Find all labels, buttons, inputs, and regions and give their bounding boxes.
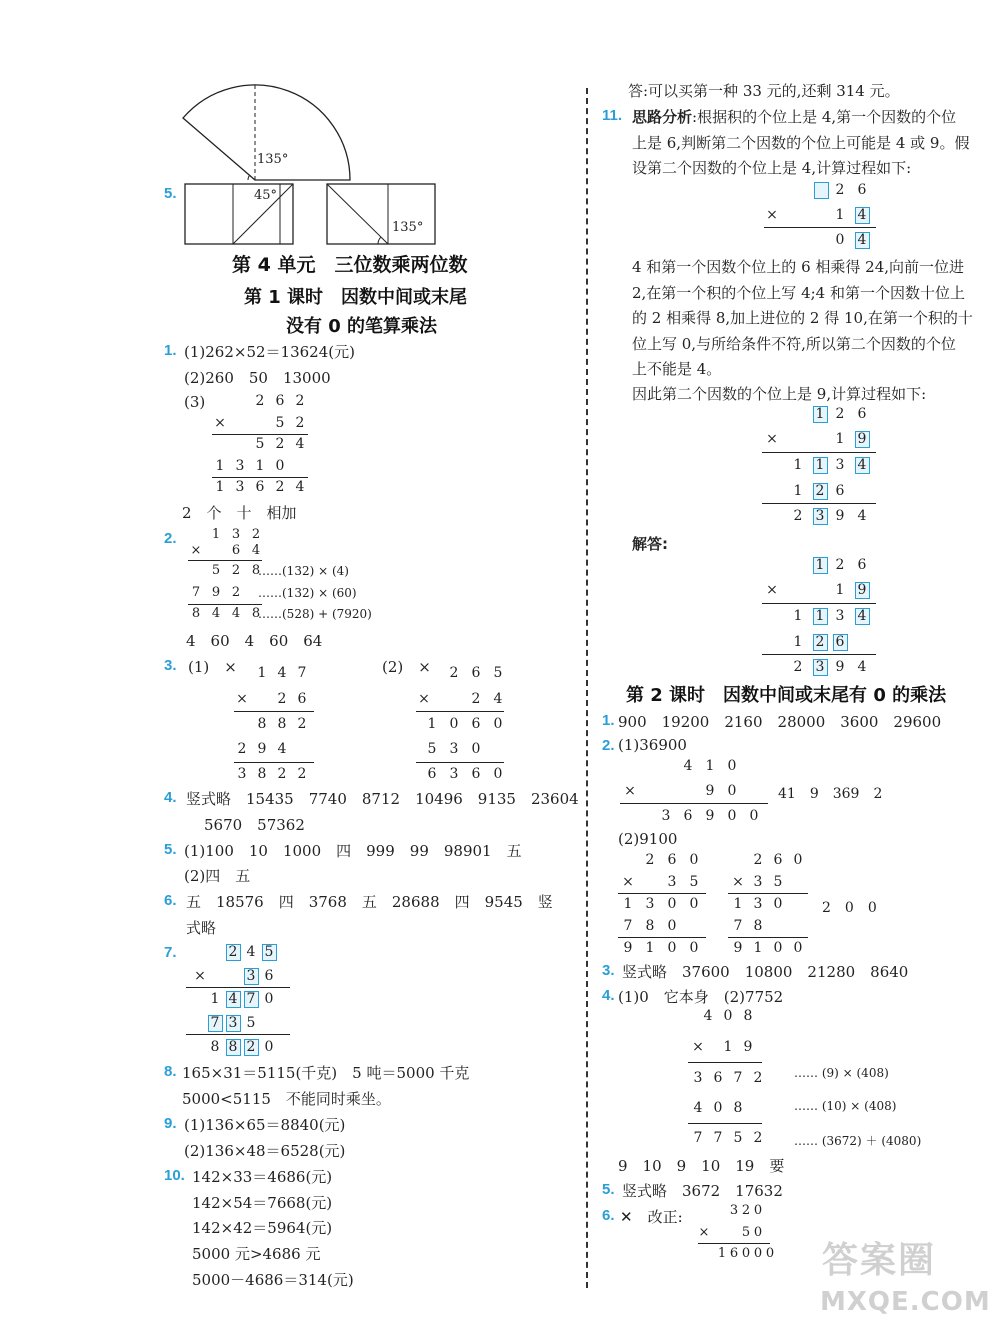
lesson-title: 第 1 课时 因数中间或末尾 <box>244 287 468 308</box>
answer-text: 9 10 9 10 19 要 <box>618 1157 785 1175</box>
step-note: …… (10) × (408) <box>794 1099 897 1113</box>
answer-text: (1)262×52＝13624(元) <box>184 343 355 361</box>
watermark-logo: 答案圈 <box>822 1240 937 1281</box>
answer-text: 4 60 4 60 64 <box>186 632 323 650</box>
step-note: …… (9) × (408) <box>794 1066 889 1080</box>
question-number: 6. <box>164 892 177 909</box>
answer-text: 2 0 0 <box>822 900 877 916</box>
question-number: 1. <box>602 712 615 729</box>
angle-label-b: 45° <box>254 188 278 203</box>
question-number: 9. <box>164 1115 177 1132</box>
column-divider <box>586 88 588 1288</box>
analysis-line: 因此第二个因数的个位上是 9,计算过程如下: <box>632 385 927 403</box>
answer-text: 900 19200 2160 28000 3600 29600 <box>618 713 942 731</box>
question-number: 4. <box>602 987 615 1004</box>
answer-text: 5670 57362 <box>204 816 305 834</box>
step-note: ……(132) × (60) <box>258 586 357 600</box>
answer-text: ✕ 改正: <box>620 1208 683 1226</box>
step-note: …… (3672) ＋ (4080) <box>794 1134 922 1148</box>
question-number: 1. <box>164 342 177 359</box>
answer-text: 竖式略 37600 10800 21280 8640 <box>622 963 909 981</box>
angle-label-c: 135° <box>392 220 424 235</box>
analysis-text: :根据积的个位上是 4,第一个因数的个位 <box>692 108 957 126</box>
question-number: 8. <box>164 1063 177 1080</box>
answer-text: 5000 元>4686 元 <box>192 1245 321 1263</box>
analysis-label: 思路分析 <box>632 108 693 126</box>
answer-text: 五 18576 四 3768 五 28688 四 9545 竖 <box>186 893 553 911</box>
lesson-title-line2: 没有 0 的笔算乘法 <box>286 316 438 337</box>
analysis-line: 上是 6,判断第二个因数的个位上可能是 4 或 9。假 <box>632 134 970 152</box>
answer-text: 142×54＝7668(元) <box>192 1194 333 1212</box>
question-number: 11. <box>602 107 623 124</box>
analysis-line: 位上写 0,与所给条件不符,所以第二个因数的个位 <box>632 335 956 353</box>
step-note: ……(528) + (7920) <box>258 607 372 621</box>
answer-text: 竖式略 15435 7740 8712 10496 9135 23604 <box>186 790 579 808</box>
answer-label: 解答: <box>632 535 668 553</box>
answer-text: (1)36900 <box>618 736 687 754</box>
question-number: 3. <box>602 962 615 979</box>
question-number: 6. <box>602 1207 615 1224</box>
step-note: ……(132) × (4) <box>258 564 349 578</box>
answer-text: 5000－4686＝314(元) <box>192 1271 354 1289</box>
answer-text: (2)9100 <box>618 830 678 848</box>
question-number: 4. <box>164 789 177 806</box>
question-number: 7. <box>164 944 177 961</box>
answer-text: 式略 <box>186 919 217 937</box>
answer-text: 142×33＝4686(元) <box>192 1168 333 1186</box>
answer-text: 5000<5115 不能同时乘坐。 <box>182 1090 391 1108</box>
answer-text: (2)260 50 13000 <box>184 369 331 387</box>
unit-title: 第 4 单元 三位数乘两位数 <box>232 254 468 276</box>
question-number: 5. <box>602 1181 615 1198</box>
right-column: 答:可以买第一种 33 元的,还剩 314 元。 11. 思路分析:根据积的个位上是 4,第一个因数的个位 上是 6,判断第二个因数的个位上可能是 4 或 9。假 设第二个因数的个位上是 4,计算过程如下: 2 6 × 1 4 0 4 4 和第一个因数个位上的 6 相乘得 24,向前一位进 2,在第一个积的个位上写 4;4 和第一个因数十位上 的 2 相乘得 8,加上进位的 2 得 10,在第一个积的十 位上写 0,与所给条件不符,所以第二个因数的个位 上不能是 4。 因此第二个因数的个位上是 9,计算过程如下: 1 2 6 × 1 9 1 1 3 4 1 2 6 2 3 9 4 解答: 1 2 6 × 1 9 1 1 3 4 1 2 6 2 3 9 4 第 2 课时 因数中间或末尾有 0 的乘法 1. 900 19200 2160 28000 3600 29600 2. (1)36900 4 1 0 × 9 0 3 6 9 0 0 41 9 369 2 (2)9100 2 6 0 × 3 5 1 3 0 0 7 8 0 9 1 0 0 2 6 0 × 3 5 1 3 0 7 8 9 1 0 0 2 0 0 3. 竖式略 37600 10800 21280 8640 4. (1)0 它本身 (2)7752 4 0 8 × 1 9 3 6 7 2 4 0 8 7 7 5 2 …… (9) × (408) …… (10) × (408) …… (3672) ＋ (4080) 9 10 9 10 19 要 5. 竖式略 3672 17632 6. ✕ 改正: 3 2 0 × 5 0 1 6 0 0 0 答案圈 MXQE.COM <box>602 82 991 1317</box>
lesson-title: 第 2 课时 因数中间或末尾有 0 的乘法 <box>626 685 947 706</box>
analysis-line: 的 2 相乘得 8,加上进位的 2 得 10,在第一个积的十 <box>632 309 973 327</box>
answer-text: 2 个 十 相加 <box>182 504 297 522</box>
question-number: 2. <box>164 530 177 547</box>
answer-text: 竖式略 3672 17632 <box>622 1182 783 1200</box>
question-number: 5. <box>164 841 177 858</box>
answer-text: (1)100 10 1000 四 999 99 98901 五 <box>184 842 522 860</box>
answer-label: (1) × <box>188 658 237 676</box>
answer-text: 41 9 369 2 <box>778 786 883 802</box>
answer-label: (3) <box>184 393 206 411</box>
answer-label: (2) × <box>382 658 431 676</box>
question-number: 3. <box>164 657 177 674</box>
answer-text: (1)136×65＝8840(元) <box>184 1116 346 1134</box>
question-number: 2. <box>602 737 615 754</box>
analysis-line: 设第二个因数的个位上是 4,计算过程如下: <box>632 159 912 177</box>
analysis-line: 2,在第一个积的个位上写 4;4 和第一个因数十位上 <box>632 284 965 302</box>
angle-label-a: 135° <box>257 152 289 167</box>
answer-text: 165×31＝5115(千克) 5 吨＝5000 千克 <box>182 1064 470 1082</box>
answer-text: 答:可以买第一种 33 元的,还剩 314 元。 <box>628 82 900 100</box>
answer-text: (1)0 它本身 (2)7752 <box>618 988 784 1006</box>
answer-text: (2)136×48＝6528(元) <box>184 1142 346 1160</box>
analysis-line: 4 和第一个因数个位上的 6 相乘得 24,向前一位进 <box>632 258 965 276</box>
analysis-line <box>632 106 956 127</box>
analysis-line: 上不能是 4。 <box>632 360 722 378</box>
question-number: 10. <box>164 1167 185 1184</box>
watermark-url: MXQE.COM <box>820 1287 991 1317</box>
question-number: 5. <box>164 185 177 202</box>
answer-text: (2)四 五 <box>184 867 251 885</box>
answer-text: 142×42＝5964(元) <box>192 1219 333 1237</box>
